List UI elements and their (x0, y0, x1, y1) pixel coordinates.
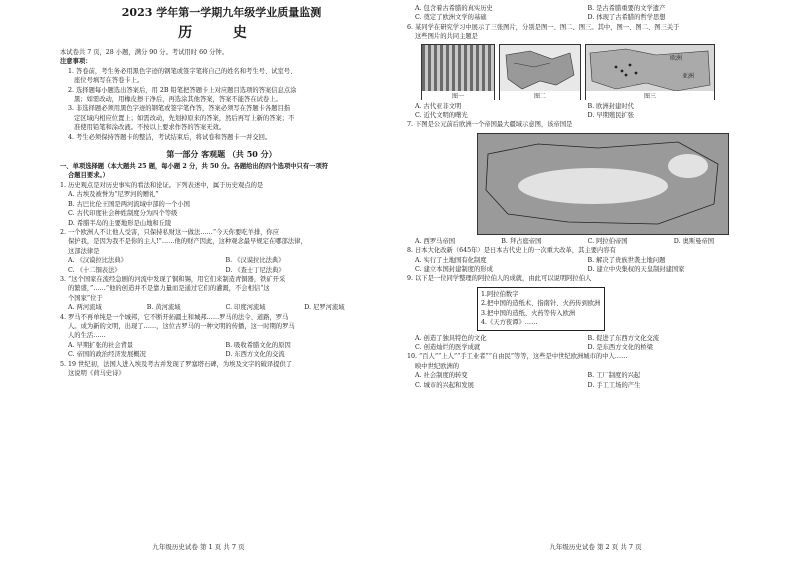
question-9-option: B. 促进了东西方文化交流 (587, 334, 660, 342)
question-7-option: B. 拜占庭帝国 (501, 237, 542, 245)
question-9-option: D. 是东西方文化的桥梁 (587, 343, 653, 351)
exam-title: 2023 学年第一学期九年级学业质量监测 (121, 6, 322, 19)
question-3-stem: 的繁盛，”……“他的创造并不是靠力量而是通过它们的灌溉，不会相信“这 (68, 285, 270, 293)
question-4-option: D. 东西方文化的交流 (225, 351, 285, 359)
question-5-option: A. 包含着古希腊的真实历史 (415, 5, 493, 12)
map-border-icon (478, 134, 728, 234)
question-6-option: D. 早期殖民扩张 (587, 112, 635, 120)
question-8-option: C. 建立本国封建制度的形成 (415, 266, 493, 274)
question-4-stem: 人。成为新的文明，出现了……，这位古罗马的一种文明的传播，这一时期的罗马 (68, 322, 295, 330)
figure-caption: 图三 (586, 91, 714, 100)
question-4-stem: 人的生活…… (68, 332, 106, 340)
question-3-stem: 个国家”位于 (68, 294, 103, 302)
page-footer: 九年级历史试卷 第 2 页 共 7 页 (549, 543, 642, 551)
question-10-option: D. 手工工场的产生 (587, 381, 641, 389)
notice-line: 4. 考生必须保持答题卡的整洁，考试结束后，将试卷和答题卡一并交回。 (68, 133, 272, 141)
question-1-option: D. 希腊半岛的主要地形是山地和丘陵 (68, 219, 172, 227)
question-10-stem: 映中世纪欧洲的 (415, 362, 460, 370)
question-6-option: A. 古代亚非文明 (415, 102, 462, 110)
question-6-stem: 6. 某同学在研究学习中展示了三张图片，分别是图一、图二、图三。其中，图一、图二、图三关于 (407, 23, 680, 31)
question-2-option: A. 《汉谟拉比法典》 (68, 257, 127, 265)
question-8-option: A. 实行了土地国有化制度 (415, 256, 487, 264)
question-5-stem: 5. 19 世纪初，法国人进入埃及考古并发现了罗塞塔石碑，为埃及文字的破译提供了 (60, 360, 293, 368)
question-8-option: B. 解决了贵族世袭土地问题 (587, 256, 666, 264)
question-3-option: C. 印度河流域 (225, 304, 266, 312)
box-line: 3.把中国的造纸、火药等传入欧洲 (481, 309, 576, 317)
question-3-stem: 3. “这个国家在流经急剧的河流中发现了铜和锡，用它们来制造青铜器，铁矿开采 (60, 275, 286, 283)
question-1-stem: 1. 历史观点是对历史事实的看法和论证。下列表述中，属于历史观点的是 (60, 181, 264, 189)
figure-3-label: 亚洲 (682, 72, 695, 80)
figure-caption: 图二 (500, 91, 580, 100)
box-line: 1.阿拉伯数字 (481, 290, 519, 298)
part-intro: 合题目要求。） (68, 172, 109, 180)
question-5-option: D. 体现了古希腊的哲学思想 (587, 14, 666, 22)
question-10-option: A. 社会制度的转变 (415, 372, 468, 380)
question-9-box (477, 287, 605, 331)
question-7-option: C. 阿拉伯帝国 (587, 237, 628, 245)
question-1-option: C. 古代印度社会种姓制度分为四个等级 (68, 210, 178, 218)
question-8-option: D. 建立中央集权的天皇制封建国家 (587, 266, 685, 274)
question-7-stem: 7. 下图是公元前后欧洲一个帝国最大疆域示意图，该帝国是 (407, 121, 573, 129)
notice-line: 准使用铅笔和涂改液。不按以上要求作答的答案无效。 (74, 124, 226, 132)
notice-title: 注意事项： (60, 58, 92, 66)
notice-line: 座位号填写在答卷卡上。 (74, 77, 144, 85)
question-8-stem: 8. 日本大化改新（645年）是日本古代史上的一次重大改革，其主要内容有 (407, 247, 616, 255)
box-line: 4.《天方夜谭》…… (481, 319, 538, 327)
empire-map-image (477, 133, 729, 235)
page-footer: 九年级历史试卷 第 1 页 共 7 页 (152, 543, 245, 551)
question-10-stem: 10. “百人”“上人”“手工业者”“自由民”等等，这些是中世纪欧洲城市的中人…… (407, 353, 628, 361)
question-4-option: A. 早期扩张的社会背景 (68, 341, 134, 349)
figure-1-image (421, 44, 495, 100)
question-6-option: B. 欧洲封建时代 (587, 102, 634, 110)
notice-line: 定区域内相应位置上；如需改动，先划掉原来的答案，然后再写上新的答案；不 (74, 114, 295, 122)
question-2-stem: 2. 一个欧洲人不让他人受害，只保持私财这一做法……“今天你要吃羊排，你应 (60, 228, 280, 236)
question-9-stem: 9. 以下是一位同学整理的阿拉伯人的成就，由此可以说明阿拉伯人 (407, 275, 592, 283)
question-2-option: B. 《汉谟拉比法典》 (225, 257, 285, 265)
box-line: 2.把中国的造纸术、指南针、火药传到欧洲 (481, 300, 601, 308)
notice-line: 1. 答卷前，考生务必用黑色字迹的钢笔或签字笔将自己的姓名和考生号、试室号、 (68, 67, 297, 75)
question-6-option: C. 近代文明的曙光 (415, 112, 468, 120)
question-2-option: D. 《查士丁尼法典》 (225, 266, 285, 274)
question-1-option: B. 古巴比伦王国是两河流域中部的一个小国 (68, 200, 190, 208)
right-page (397, 0, 794, 561)
section-heading: 第一部分 客观题 （共 50 分） (166, 149, 277, 160)
question-4-option: C. 帝国的政治经济发展概况 (68, 351, 146, 359)
figure-3-label: 欧洲 (670, 54, 683, 62)
question-1-option: A. 古埃及被誉为“尼罗河的赠礼” (68, 191, 159, 199)
question-7-option: D. 奥斯曼帝国 (673, 237, 715, 245)
question-4-stem: 4. 罗马不再单纯是一个城邦，它不断开拓疆土和城邦……罗马的法令、道路，罗马 (60, 313, 289, 321)
question-10-option: B. 工厂制度的兴起 (587, 372, 641, 380)
question-2-stem: 保护我，是因为我不是你的主人!”……他的财产因此，这种观念最早规定在哪部法律， (68, 238, 307, 246)
question-10-option: C. 城市的兴起和发展 (415, 381, 474, 389)
question-2-stem: 这部法律是 (68, 247, 100, 255)
exam-info: 本试卷共 7 页，28 小题，满分 90 分。考试用时 60 分钟。 (60, 49, 228, 56)
part-intro: 一、单项选择题（本大题共 25 题，每小题 2 分，共 50 分。各题给出的四个选项中只有一项符 (60, 163, 329, 171)
question-5-option: C. 奠定了欧洲文学的基础 (415, 14, 487, 22)
question-6-figures (421, 44, 760, 100)
question-9-option: A. 创造了独具特色的文化 (415, 334, 487, 342)
question-5-option: B. 是古希腊重要的文学遗产 (587, 5, 666, 12)
question-4-option: B. 吸收希腊文化的原因 (225, 341, 291, 349)
question-2-option: C. 《十二铜表法》 (68, 266, 121, 274)
question-7-option: A. 西罗马帝国 (415, 237, 456, 245)
question-5-stem: 这说明《荷马史诗》 (68, 370, 125, 377)
notice-line: 3. 非选择题必须用黑色字迹的钢笔或签字笔作答，答案必须写在答题卡各题目指 (68, 105, 291, 113)
figure-2-image (499, 44, 581, 100)
question-3-option: D. 尼罗河流域 (304, 304, 345, 312)
figure-3-image (585, 44, 715, 100)
question-3-option: B. 黄河流域 (146, 304, 181, 312)
question-3-option: A. 两河流域 (68, 304, 102, 312)
figure-caption: 图一 (422, 91, 494, 100)
question-9-option: C. 创造灿烂的医学成就 (415, 343, 481, 351)
subject-title: 历 史 (178, 25, 265, 41)
question-6-stem: 这些图片的共同主题是 (415, 33, 478, 41)
notice-line: 2. 选择题每小题选出答案后，用 2B 铅笔把答题卡上对应题目选项的答案信息点涂 (68, 86, 297, 94)
notice-line: 黑；如需改动，用橡皮擦干净后，再选涂其他答案，答案不能答在试卷上。 (74, 96, 282, 104)
